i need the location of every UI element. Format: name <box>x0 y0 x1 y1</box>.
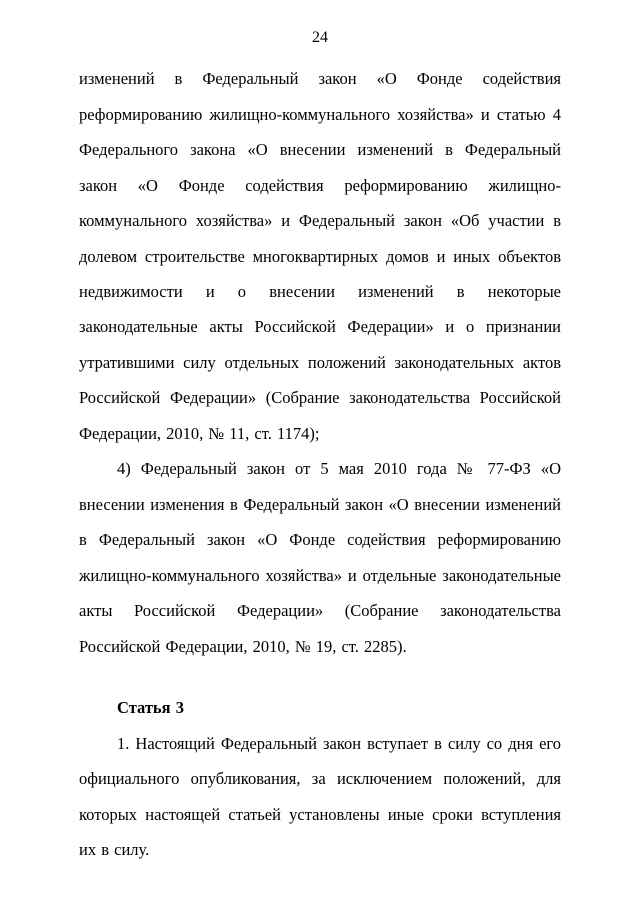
article-3-heading: Статья 3 <box>117 698 184 718</box>
page-number: 24 <box>312 29 328 46</box>
paragraph-continuation: изменений в Федеральный закон «О Фонде содействия реформированию жилищно-коммунального хозяйства» и статью 4 Федерального закона «О внесении изменений в Федеральный закон «О Фонде содействия реформированию жилищно-коммунального хозяйства» и Федеральный закон «Об участии в долевом строительстве многоквартирных домов и иных объектов недвижимости и о внесении изменений в некоторые законодательные акты Российской Федерации» и о признании утратившими силу отдельных положений законодательных актов Российской Федерации» (Собрание законодательства Российской Федерации, 2010, № 11, ст. 1174); <box>79 69 561 443</box>
paragraph-item-4: 4) Федеральный закон от 5 мая 2010 года № 77-ФЗ «О внесении изменения в Федеральный закон «О внесении изменений в Федеральный закон «О Фонде содействия реформированию жилищно-коммунального хозяйства» и отдельные законодательные акты Российской Федерации» (Собрание законодательства Российской Федерации, 2010, № 19, ст. 2285). <box>79 459 561 656</box>
paragraph-article-3-clause-1: 1. Настоящий Федеральный закон вступает в силу со дня его официального опубликования, за исключением положений, для которых настоящей статьей установлены иные сроки вступления их в силу. <box>79 733 561 860</box>
